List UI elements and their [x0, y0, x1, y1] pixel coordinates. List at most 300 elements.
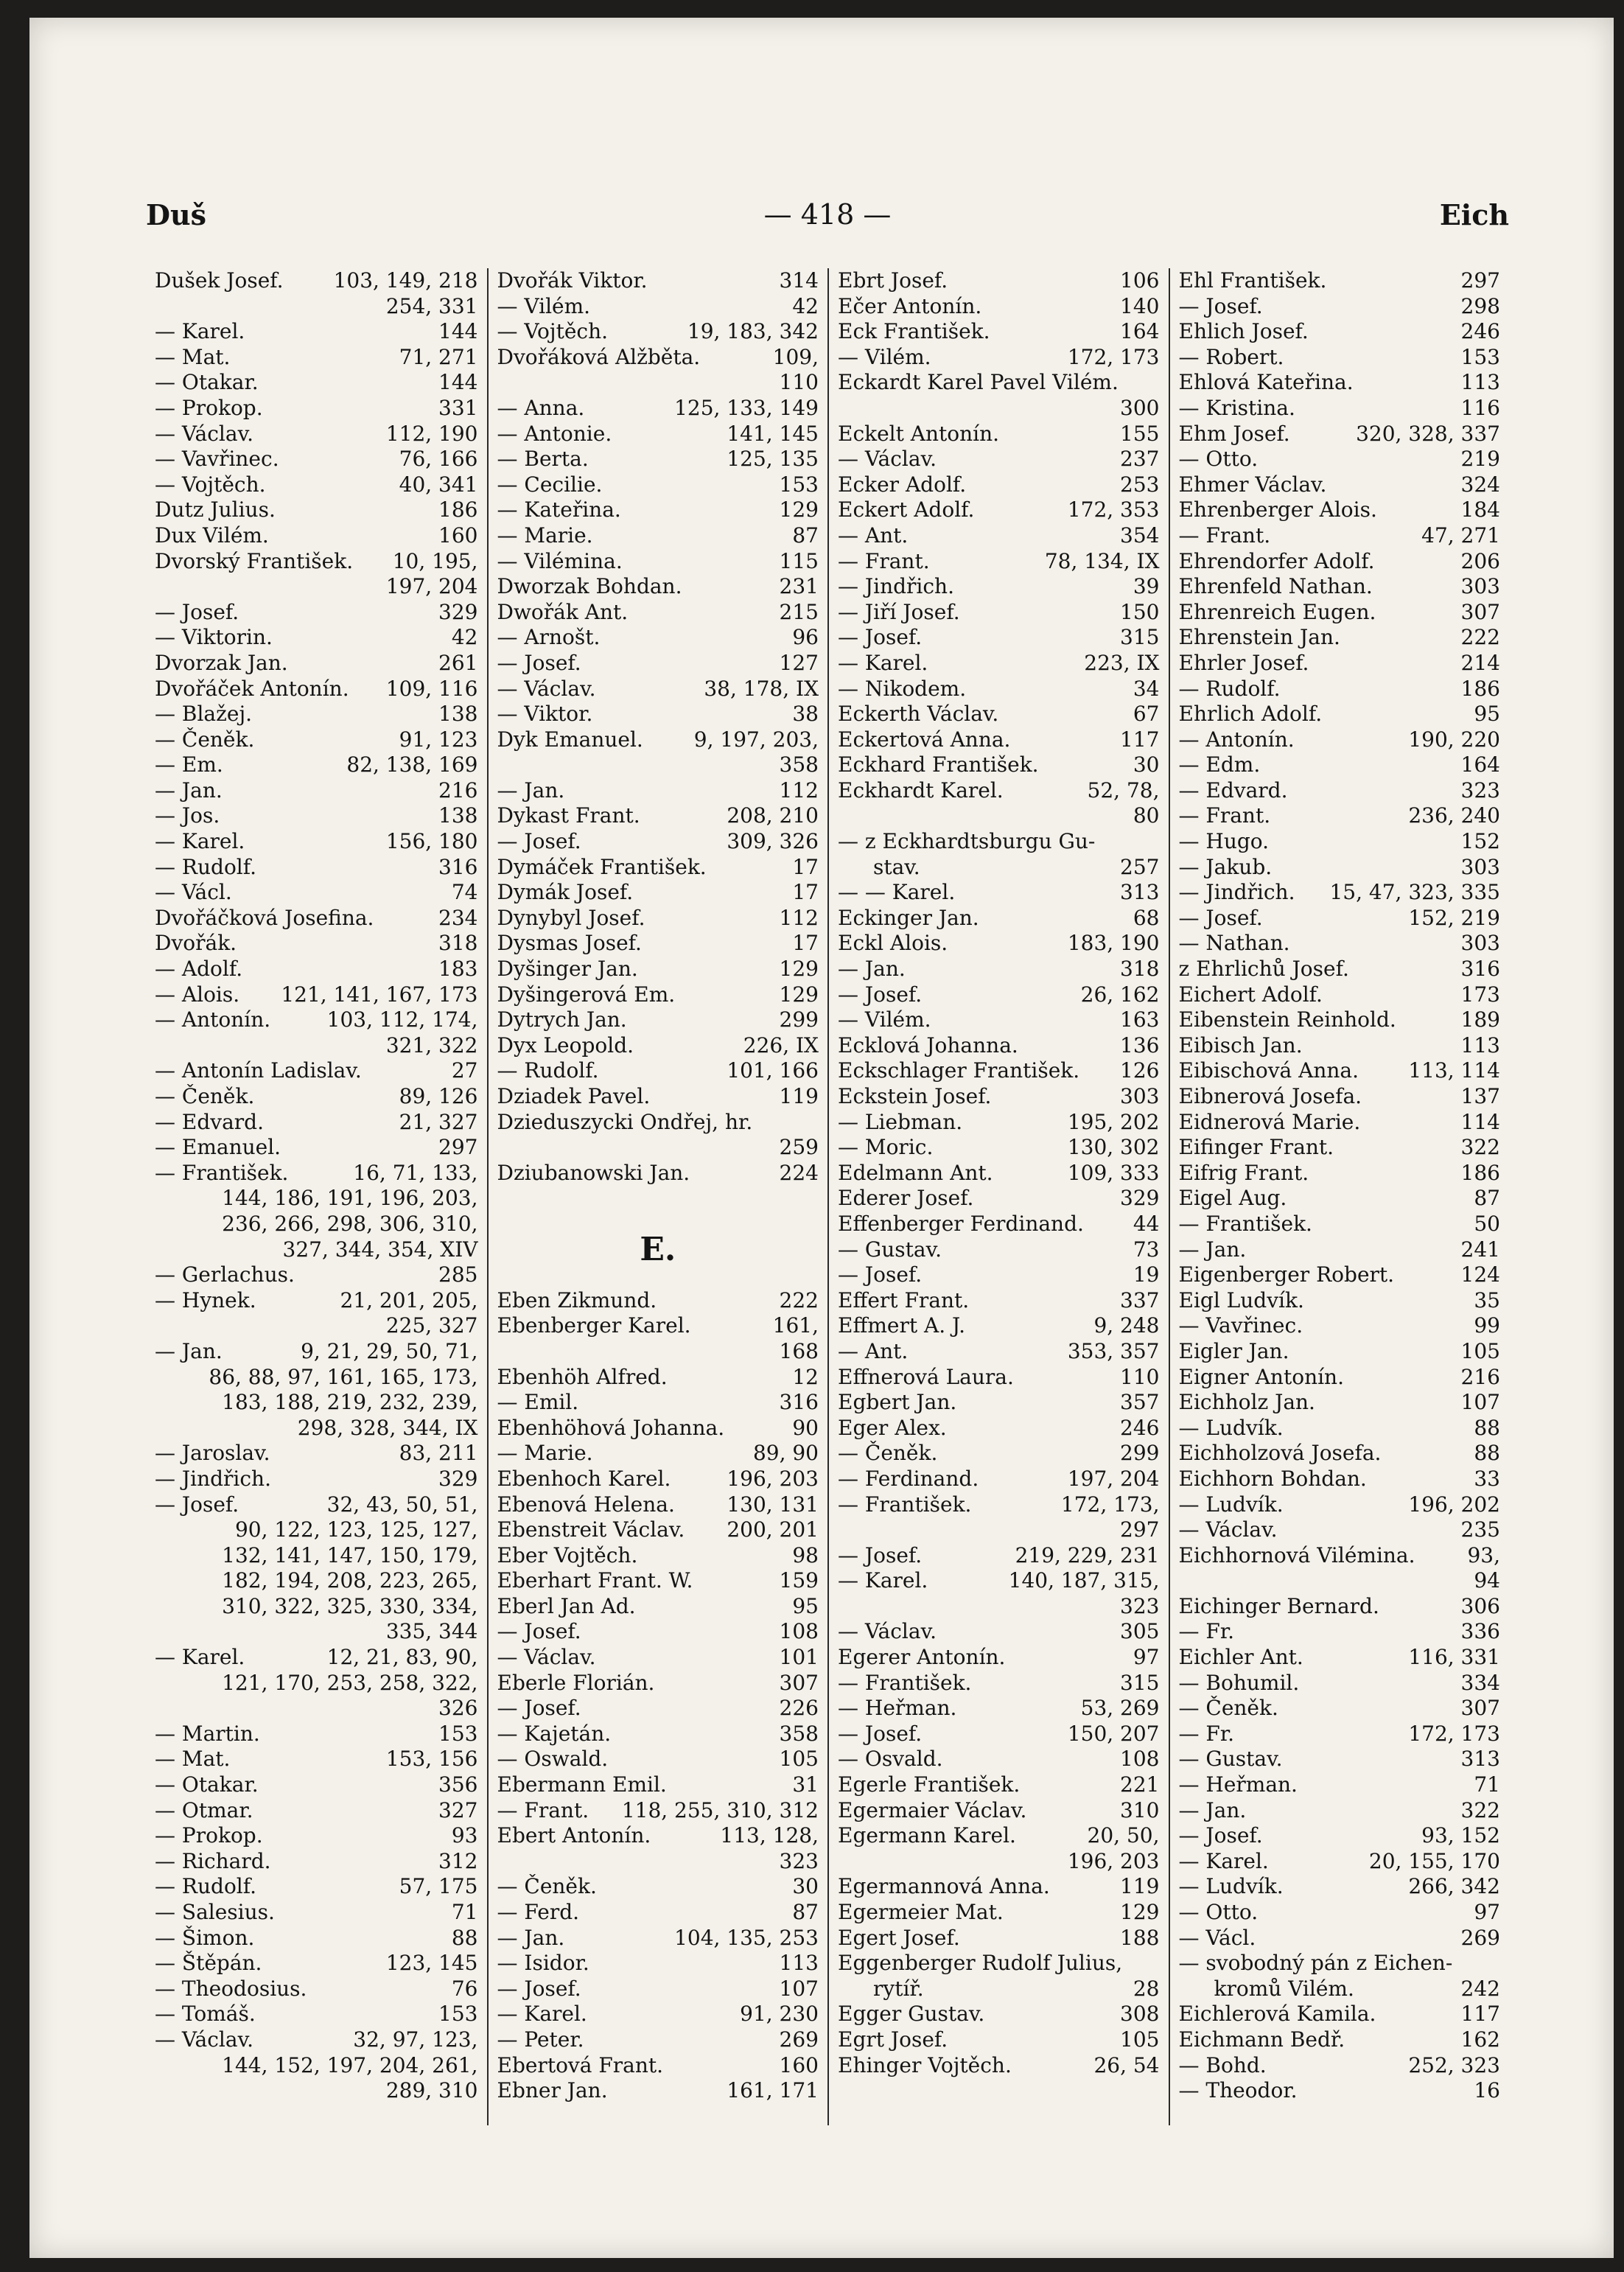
- entry-name: — Otakar.: [155, 370, 259, 395]
- index-entry: [497, 1058, 819, 1084]
- index-entry: [155, 497, 478, 523]
- entry-name: Dwořák Ant.: [497, 599, 629, 624]
- entry-pages: 93, 152: [1421, 1823, 1500, 1848]
- entry-name: — Edvard.: [155, 1109, 264, 1134]
- entry-pages: 20, 50,: [1087, 1823, 1160, 1848]
- entry-pages: 129: [779, 982, 819, 1007]
- entry-name: Edelmann Ant.: [838, 1160, 993, 1185]
- index-entry: [155, 600, 478, 626]
- entry-name: Ečer Antonín.: [838, 293, 982, 318]
- entry-name: — Štěpán.: [155, 1951, 262, 1976]
- entry-pages: 136: [1120, 1032, 1160, 1058]
- entry-pages: 20, 155, 170: [1368, 1848, 1500, 1873]
- index-continuation-line: [838, 1594, 1160, 1620]
- entry-name: — Rudolf.: [497, 1058, 599, 1083]
- entry-pages: 15, 47, 323, 335: [1329, 880, 1500, 905]
- entry-name: — Jaroslav.: [155, 1441, 270, 1466]
- entry-pages: 91, 123: [399, 727, 478, 752]
- index-entry: [497, 1951, 819, 1976]
- index-entry: [155, 447, 478, 472]
- index-entry: [1179, 1110, 1501, 1136]
- index-entry: [1179, 2027, 1501, 2053]
- index-entry: [497, 396, 819, 422]
- entry-pages: 259: [779, 1135, 819, 1160]
- index-entry: [497, 1594, 819, 1620]
- index-entry: [497, 1492, 819, 1518]
- entry-name: Eckertová Anna.: [838, 727, 1011, 752]
- entry-pages: 222: [779, 1287, 819, 1312]
- index-entry: [1179, 1416, 1501, 1441]
- index-entry: [1179, 1467, 1501, 1492]
- entry-name: — Vojtěch.: [155, 472, 266, 497]
- entry-pages: 113, 114: [1408, 1058, 1500, 1083]
- index-entry: [1179, 549, 1501, 575]
- entry-pages: 155: [1120, 421, 1160, 446]
- entry-name: — František.: [1178, 1211, 1312, 1236]
- entry-name: rytíř.: [873, 1976, 924, 2001]
- entry-pages: 90, 122, 123, 125, 127,: [234, 1517, 478, 1542]
- entry-pages: 322: [1460, 1135, 1500, 1160]
- index-entry: [1179, 855, 1501, 881]
- entry-name: — Emanuel.: [155, 1135, 281, 1160]
- index-entry: [497, 625, 819, 651]
- entry-pages: 35: [1474, 1287, 1500, 1312]
- entry-pages: 95: [792, 1593, 819, 1618]
- entry-name: Eben Zikmund.: [497, 1287, 657, 1312]
- entry-name: — Theodosius.: [155, 1976, 307, 2001]
- entry-name: Egbert Jan.: [838, 1390, 957, 1415]
- entry-name: stav.: [873, 854, 920, 879]
- index-entry: [838, 931, 1160, 957]
- entry-pages: 236, 266, 298, 306, 310,: [222, 1211, 478, 1236]
- entry-pages: 222: [1460, 625, 1500, 650]
- entry-name: — Jan.: [497, 1925, 565, 1950]
- index-entry: [838, 1390, 1160, 1416]
- index-entry: [497, 1543, 819, 1569]
- entry-pages: 303: [1460, 931, 1500, 956]
- entry-pages: 52, 78,: [1087, 777, 1160, 803]
- index-entry: [838, 1926, 1160, 1951]
- entry-name: — Vilémina.: [497, 548, 623, 573]
- entry-name: — Otakar.: [155, 1772, 259, 1797]
- entry-pages: 150: [1120, 599, 1160, 624]
- entry-name: Eichholz Jan.: [1178, 1390, 1315, 1415]
- index-entry: [1179, 268, 1501, 294]
- index-entry: [497, 2053, 819, 2079]
- entry-pages: 118, 255, 310, 312: [621, 1797, 819, 1822]
- index-entry: [1179, 1772, 1501, 1798]
- index-entry: [155, 1467, 478, 1492]
- entry-name: Dymáček František.: [497, 854, 707, 879]
- index-entry: [155, 1900, 478, 1926]
- entry-name: — Jindřich.: [1178, 880, 1295, 905]
- entry-name: — Gustav.: [838, 1237, 942, 1262]
- entry-name: Dušek Josef.: [155, 268, 284, 293]
- entry-name: Egermaier Václav.: [838, 1797, 1027, 1822]
- index-entry: [1179, 1926, 1501, 1951]
- entry-name: — Alois.: [155, 982, 240, 1007]
- entry-name: — svobodný pán z Eichen-: [1178, 1951, 1453, 1976]
- index-entry: [838, 345, 1160, 371]
- index-continuation-line: [497, 1849, 819, 1875]
- entry-pages: 26, 162: [1080, 982, 1160, 1007]
- entry-name: — Moric.: [838, 1135, 934, 1160]
- entry-pages: 99: [1474, 1313, 1500, 1338]
- entry-pages: 215: [779, 599, 819, 624]
- entry-pages: 313: [1120, 880, 1160, 905]
- entry-name: — Ant.: [838, 1338, 909, 1363]
- index-entry: [155, 549, 478, 575]
- index-entry: [838, 677, 1160, 702]
- entry-pages: 78, 134, IX: [1044, 548, 1160, 573]
- index-entry: [1179, 1645, 1501, 1671]
- entry-pages: 318: [438, 931, 478, 956]
- index-continuation-line: [155, 1212, 478, 1237]
- entry-pages: 42: [451, 625, 478, 650]
- entry-name: Dzieduszycki Ondřej, hr.: [497, 1109, 753, 1134]
- entry-name: — Jan.: [497, 777, 565, 803]
- index-entry: [497, 651, 819, 677]
- entry-pages: 257: [1120, 854, 1160, 879]
- index-entry: [155, 422, 478, 447]
- entry-pages: 106: [1120, 268, 1160, 293]
- index-entry: [838, 906, 1160, 931]
- index-entry: [155, 1262, 478, 1288]
- entry-pages: 105: [1460, 1338, 1500, 1363]
- entry-name: Eibisch Jan.: [1178, 1032, 1303, 1058]
- entry-pages: 322: [1460, 1797, 1500, 1822]
- entry-pages: 172, 353: [1067, 497, 1160, 522]
- index-entry: [497, 906, 819, 931]
- entry-pages: 67: [1133, 702, 1160, 727]
- index-entry: [155, 1339, 478, 1365]
- entry-name: Ebenstreit Václav.: [497, 1517, 685, 1542]
- entry-pages: 153: [1460, 344, 1500, 369]
- entry-name: Ecker Adolf.: [838, 472, 967, 497]
- entry-name: Eigel Aug.: [1178, 1186, 1287, 1211]
- entry-name: Dyšingerová Em.: [497, 982, 676, 1007]
- entry-pages: 299: [1120, 1441, 1160, 1466]
- index-entry: [1179, 957, 1501, 982]
- entry-name: — Heřman.: [838, 1696, 957, 1721]
- entry-name: — František.: [155, 1160, 289, 1185]
- entry-name: — Oswald.: [497, 1747, 609, 1772]
- entry-pages: 9, 248: [1093, 1313, 1160, 1338]
- entry-pages: 183: [438, 957, 478, 982]
- entry-name: — Fr.: [1178, 1619, 1235, 1644]
- index-entry: [497, 2078, 819, 2104]
- index-entry: [155, 625, 478, 651]
- index-entry: [155, 1110, 478, 1136]
- entry-pages: 197, 204: [385, 574, 478, 599]
- index-entry: [838, 1951, 1160, 1976]
- entry-pages: 309, 326: [727, 829, 819, 854]
- index-entry: [497, 1798, 819, 1824]
- index-entry: [155, 1722, 478, 1747]
- entry-pages: 34: [1133, 676, 1160, 701]
- entry-pages: 83, 211: [399, 1441, 478, 1466]
- index-entry: [497, 345, 819, 371]
- index-entry: [1179, 1619, 1501, 1645]
- index-entry: [497, 931, 819, 957]
- entry-pages: 186: [438, 497, 478, 522]
- index-entry: [497, 523, 819, 549]
- entry-name: — Karel.: [155, 1645, 245, 1670]
- entry-pages: 71: [1474, 1772, 1500, 1797]
- entry-name: Eichlerová Kamila.: [1178, 2002, 1376, 2027]
- entry-name: — Josef.: [1178, 293, 1263, 318]
- index-entry: [155, 1058, 478, 1084]
- index-entry: [838, 1161, 1160, 1186]
- entry-pages: 335, 344: [385, 1619, 478, 1644]
- entry-pages: 153: [779, 472, 819, 497]
- entry-name: Eckerth Václav.: [838, 702, 999, 727]
- entry-pages: 307: [779, 1670, 819, 1695]
- entry-pages: 196, 202: [1408, 1492, 1500, 1517]
- entry-pages: 336: [1460, 1619, 1500, 1644]
- entry-name: Egermeier Mat.: [838, 1900, 1004, 1924]
- entry-name: — — Karel.: [838, 880, 956, 905]
- index-entry: [838, 752, 1160, 778]
- entry-name: — Josef.: [497, 1696, 581, 1721]
- index-entry: [497, 957, 819, 982]
- entry-pages: 189: [1460, 1007, 1500, 1032]
- index-entry: [838, 1033, 1160, 1059]
- entry-name: Eckhardt Karel.: [838, 777, 1004, 803]
- entry-pages: 303: [1460, 574, 1500, 599]
- entry-pages: 242: [1460, 1976, 1500, 2001]
- entry-name: — Gustav.: [1178, 1747, 1283, 1772]
- index-entry: [497, 1007, 819, 1033]
- entry-pages: 289, 310: [385, 2078, 478, 2103]
- entry-name: — Mat.: [155, 1747, 231, 1772]
- entry-pages: 356: [438, 1772, 478, 1797]
- entry-name: Ebermann Emil.: [497, 1772, 667, 1797]
- entry-pages: 87: [792, 1900, 819, 1925]
- entry-pages: 87: [792, 522, 819, 548]
- entry-name: Dvorzak Jan.: [155, 650, 288, 675]
- index-entry: [838, 1237, 1160, 1263]
- entry-pages: 266, 342: [1408, 1874, 1500, 1899]
- index-entry: [497, 1110, 819, 1136]
- entry-name: Ebenberger Karel.: [497, 1313, 691, 1338]
- entry-name: Dziadek Pavel.: [497, 1084, 651, 1108]
- index-entry: [1179, 1543, 1501, 1569]
- entry-name: Dytrych Jan.: [497, 1007, 627, 1032]
- entry-pages: 74: [451, 880, 478, 905]
- index-entry: [155, 957, 478, 982]
- index-entry: [497, 1722, 819, 1747]
- entry-name: — Gerlachus.: [155, 1262, 295, 1287]
- index-entry: [838, 2002, 1160, 2027]
- entry-name: — Josef.: [497, 829, 581, 854]
- entry-pages: 150, 207: [1067, 1721, 1160, 1746]
- index-entry: [1179, 319, 1501, 345]
- index-entry: [1179, 931, 1501, 957]
- entry-name: Eggenberger Rudolf Julius,: [838, 1951, 1123, 1976]
- index-entry: [1179, 472, 1501, 498]
- index-entry: [838, 1722, 1160, 1747]
- entry-pages: 316: [779, 1390, 819, 1415]
- index-entry: [1179, 829, 1501, 855]
- index-entry: [497, 1645, 819, 1671]
- index-entry: [838, 497, 1160, 523]
- index-entry: [838, 1467, 1160, 1492]
- index-entry: [838, 829, 1160, 855]
- entry-name: — Jindřich.: [838, 574, 954, 599]
- entry-pages: 246: [1460, 319, 1500, 344]
- index-entry: [155, 1747, 478, 1772]
- entry-pages: 307: [1460, 599, 1500, 624]
- index-entry: [838, 1365, 1160, 1391]
- entry-name: — Ludvík.: [1178, 1874, 1284, 1899]
- entry-name: Eckhard František.: [838, 752, 1039, 777]
- entry-name: — Marie.: [497, 1441, 593, 1466]
- entry-name: — Jiří Josef.: [838, 599, 960, 624]
- entry-pages: 30: [792, 1874, 819, 1899]
- index-entry: [838, 1874, 1160, 1900]
- entry-name: — Antonín Ladislav.: [155, 1058, 362, 1083]
- entry-pages: 104, 135, 253: [674, 1925, 819, 1950]
- entry-pages: 90: [792, 1415, 819, 1440]
- entry-pages: 88: [1474, 1415, 1500, 1440]
- index-entry: [1179, 1390, 1501, 1416]
- entry-name: — Viktorin.: [155, 625, 273, 650]
- entry-name: Eifinger Frant.: [1178, 1135, 1334, 1160]
- index-entry: [1179, 1671, 1501, 1696]
- entry-pages: 9, 21, 29, 50, 71,: [301, 1338, 478, 1363]
- entry-name: Eck František.: [838, 319, 990, 344]
- entry-pages: 182, 194, 208, 223, 265,: [222, 1568, 478, 1593]
- entry-pages: 144: [438, 370, 478, 395]
- entry-pages: 115: [779, 548, 819, 573]
- entry-pages: 138: [438, 702, 478, 727]
- entry-name: Ebenová Helena.: [497, 1492, 675, 1517]
- entry-name: — Otto.: [1178, 447, 1259, 472]
- index-entry: [838, 1543, 1160, 1569]
- entry-pages: 121, 141, 167, 173: [281, 982, 478, 1007]
- entry-pages: 129: [779, 497, 819, 522]
- entry-pages: 26, 54: [1093, 2052, 1160, 2077]
- index-continuation-line: [155, 1517, 478, 1543]
- entry-name: Dvořáčková Josefina.: [155, 905, 374, 930]
- index-entry: [838, 1339, 1160, 1365]
- index-entry: [1179, 1237, 1501, 1263]
- index-entry: [155, 1849, 478, 1875]
- entry-pages: 129: [779, 957, 819, 982]
- entry-name: — Vilém.: [838, 344, 931, 369]
- entry-pages: 96: [792, 625, 819, 650]
- index-entry: [497, 677, 819, 702]
- index-entry: [1179, 1058, 1501, 1084]
- index-entry: [838, 370, 1160, 396]
- entry-pages: 38: [792, 702, 819, 727]
- entry-name: — Frant.: [838, 548, 930, 573]
- entry-pages: 107: [1460, 1390, 1500, 1415]
- index-entry: [1179, 1161, 1501, 1186]
- index-entry: [497, 1823, 819, 1849]
- entry-pages: 161,: [772, 1313, 819, 1338]
- entry-pages: 50: [1474, 1211, 1500, 1236]
- page-header: [146, 198, 1509, 242]
- entry-name: Eckardt Karel Pavel Vilém.: [838, 370, 1119, 395]
- entry-name: Eigenberger Robert.: [1178, 1262, 1395, 1287]
- entry-pages: 103, 112, 174,: [326, 1007, 478, 1032]
- entry-pages: 237: [1120, 447, 1160, 472]
- entry-name: — Prokop.: [155, 395, 263, 420]
- entry-pages: 310, 322, 325, 330, 334,: [222, 1593, 478, 1618]
- entry-name: — Josef.: [838, 1262, 923, 1287]
- entry-pages: 87: [1474, 1186, 1500, 1211]
- entry-pages: 28: [1133, 1976, 1160, 2001]
- entry-name: Ehrler Josef.: [1178, 650, 1309, 675]
- entry-pages: 160: [438, 522, 478, 548]
- index-entry: [1179, 625, 1501, 651]
- entry-pages: 190, 220: [1408, 727, 1500, 752]
- entry-pages: 93: [451, 1823, 478, 1848]
- entry-pages: 94: [1474, 1568, 1500, 1593]
- index-entry: [155, 1492, 478, 1518]
- entry-name: — Josef.: [838, 982, 923, 1007]
- index-entry: [838, 1110, 1160, 1136]
- entry-pages: 159: [779, 1568, 819, 1593]
- entry-pages: 208, 210: [727, 803, 819, 828]
- entry-pages: 17: [792, 880, 819, 905]
- index-entry: [838, 600, 1160, 626]
- index-entry: [838, 1416, 1160, 1441]
- entry-pages: 114: [1460, 1109, 1500, 1134]
- entry-pages: 357: [1120, 1390, 1160, 1415]
- entry-pages: 326: [438, 1696, 478, 1721]
- entry-name: — Václav.: [838, 447, 937, 472]
- index-entry: [155, 1823, 478, 1849]
- entry-pages: 91, 230: [740, 2002, 819, 2027]
- index-entry: [155, 1772, 478, 1798]
- entry-name: Effenberger Ferdinand.: [838, 1211, 1084, 1236]
- entry-name: Dziubanowski Jan.: [497, 1160, 690, 1185]
- entry-pages: 206: [1460, 548, 1500, 573]
- index-entry: [838, 1619, 1160, 1645]
- entry-pages: 285: [438, 1262, 478, 1287]
- entry-pages: 162: [1460, 2027, 1500, 2052]
- entry-pages: 88: [1474, 1441, 1500, 1466]
- index-entry: [1179, 1594, 1501, 1620]
- entry-pages: 53, 269: [1080, 1696, 1160, 1721]
- index-continuation-line: [155, 1033, 478, 1059]
- entry-name: Dutz Julius.: [155, 497, 276, 522]
- entry-name: — Karel.: [838, 1568, 928, 1593]
- entry-name: — Theodor.: [1178, 2078, 1298, 2103]
- page-number: — 418 —: [763, 198, 892, 231]
- entry-pages: 219, 229, 231: [1015, 1542, 1160, 1567]
- entry-name: Dworzak Bohdan.: [497, 574, 682, 599]
- entry-name: Ebertová Frant.: [497, 2052, 664, 2077]
- entry-name: Ehm Josef.: [1178, 421, 1290, 446]
- entry-name: Dyšinger Jan.: [497, 957, 638, 982]
- entry-name: Eichholzová Josefa.: [1178, 1441, 1382, 1466]
- entry-pages: 68: [1133, 905, 1160, 930]
- index-entry: [838, 1212, 1160, 1237]
- entry-name: Effert Frant.: [838, 1287, 970, 1312]
- entry-pages: 231: [779, 574, 819, 599]
- index-entry: [497, 1416, 819, 1441]
- entry-pages: 216: [438, 777, 478, 803]
- index-entry: [838, 651, 1160, 677]
- index-entry: [1179, 982, 1501, 1008]
- entry-name: — Ferdinand.: [838, 1466, 979, 1491]
- entry-pages: 97: [1133, 1645, 1160, 1670]
- entry-name: Effnerová Laura.: [838, 1364, 1014, 1389]
